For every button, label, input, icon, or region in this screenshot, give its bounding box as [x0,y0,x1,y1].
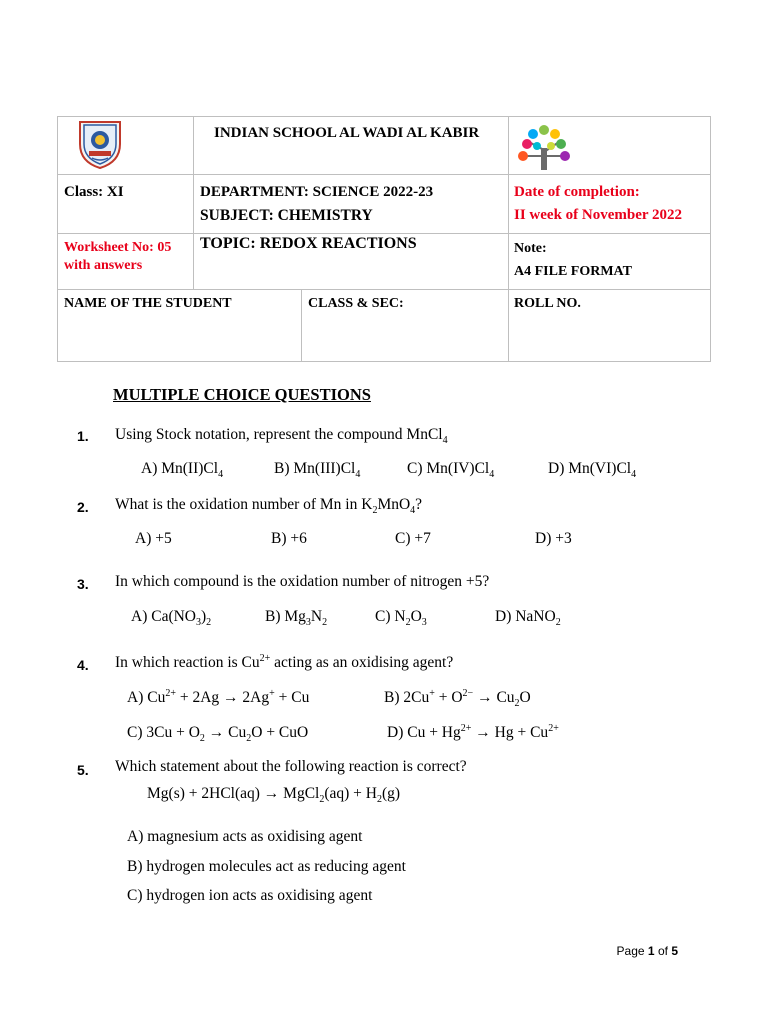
question-text: What is the oxidation number of Mn in $K_2MnO_4$? [115,496,423,517]
option: C) +7 [395,530,431,547]
option: B) +6 [271,530,307,547]
question-number: 5. [77,762,89,778]
option: A) $Ca(NO_3)_2$ [131,608,212,629]
subject-label: SUBJECT: CHEMISTRY [200,207,373,224]
school-name: INDIAN SCHOOL AL WADI AL KABIR [214,125,480,141]
option: C) $Mn(IV)Cl_4$ [407,460,495,481]
header-table [57,116,711,362]
option: C) $3Cu + O_2 \to Cu_2O$ + CuO [127,724,309,745]
option: A) $Cu^{2+} + 2Ag \to 2Ag^+ + Cu$ [127,687,310,706]
date-label: Date of completion: [514,184,640,200]
option: B) hydrogen molecules act as reducing agent [127,858,406,875]
option: C) hydrogen ion acts as oxidising agent [127,887,373,904]
option: D) +3 [535,530,572,547]
roll-no-label: ROLL NO. [514,296,581,311]
worksheet-answers-note: with answers [64,258,143,273]
option: C) $N_2O_3$ [375,608,427,629]
question-number: 1. [77,428,89,444]
option: A) $Mn(II)Cl_4$ [141,460,224,481]
question-text: In which compound is the oxidation number of nitrogen +5? [115,573,490,590]
question-number: 2. [77,499,89,515]
section-title: MULTIPLE CHOICE QUESTIONS [113,385,371,404]
tree-icon [515,120,573,172]
question-text: Using Stock notation, represent the compound MnCl$_4$ [115,426,448,447]
option: A) +5 [135,530,172,547]
note-value: A4 FILE FORMAT [514,264,632,279]
topic-label: TOPIC: REDOX REACTIONS [200,235,417,252]
option: B) $2Cu^+ + O^{2-} \to Cu_2O$ [384,687,531,710]
option: A) magnesium acts as oxidising agent [127,828,363,845]
of-word: of [657,944,668,958]
option: B) $Mn(III)Cl_4$ [274,460,361,481]
option: B) $Mg_3N_2$ [265,608,328,629]
class-label: Class: XI [64,184,124,200]
option: D) NaNO$_2$ [495,608,561,629]
question-text: Which statement about the following reaction is correct? [115,758,467,775]
school-logo-icon [74,118,126,170]
worksheet-number: Worksheet No: 05 [64,240,172,255]
page-number [617,944,678,958]
total-pages: 5 [671,944,678,958]
question-number: 3. [77,576,89,592]
option: D) $Cu + Hg^{2+} \to Hg + Cu^{2+}$ [387,722,559,741]
question-text: In which reaction is $Cu^{2+}$ acting as an oxidising agent? [115,652,454,671]
date-value: II week of November 2022 [514,207,683,223]
class-sec-label: CLASS & SEC: [308,296,404,311]
department-label: DEPARTMENT: SCIENCE 2022-23 [200,184,434,200]
question-number: 4. [77,657,89,673]
note-label: Note: [514,241,547,256]
reaction-equation: Mg(s) + 2HCl(aq) → MgCl$_2$(aq) + $H_2(g)$ [147,785,401,806]
current-page: 1 [647,944,655,958]
option: D) $Mn(VI)Cl_4$ [548,460,637,481]
student-name-label: NAME OF THE STUDENT [64,296,232,311]
page-word: Page [616,944,645,958]
